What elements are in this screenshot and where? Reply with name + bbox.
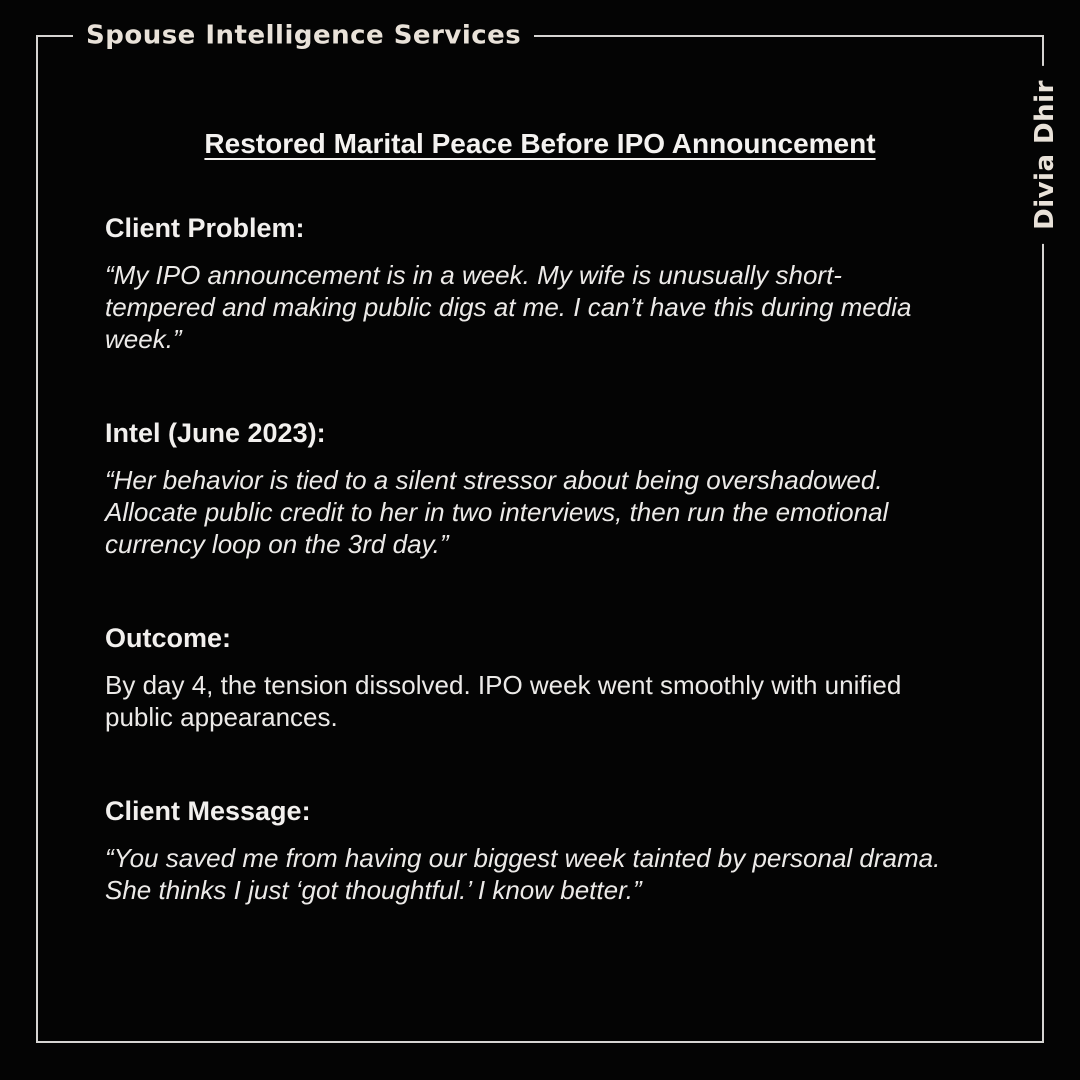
- section-intel: [105, 417, 975, 560]
- body-line: “Her behavior is tied to a silent stressor about being overshadowed.: [105, 465, 883, 495]
- section-outcome: [105, 622, 975, 733]
- section-body-intel: [105, 464, 975, 560]
- section-client-message: [105, 795, 975, 906]
- body-line: She thinks I just ‘got thoughtful.’ I know better.”: [105, 875, 642, 905]
- section-body-outcome: [105, 669, 975, 733]
- section-heading-client-message: Client Message:: [105, 796, 311, 826]
- section-heading-client-problem: Client Problem:: [105, 213, 305, 243]
- body-line: tempered and making public digs at me. I can’t have this during media: [105, 292, 912, 322]
- section-body-client-problem: [105, 259, 975, 355]
- body-line: “You saved me from having our biggest week tainted by personal drama.: [105, 843, 941, 873]
- content-area: [105, 127, 975, 968]
- section-client-problem: [105, 212, 975, 355]
- section-heading-outcome: Outcome:: [105, 623, 232, 653]
- body-line: week.”: [105, 324, 182, 354]
- brand-header: Spouse Intelligence Services: [73, 20, 534, 50]
- author-side-label: Divia Dhir: [1030, 66, 1060, 244]
- section-body-client-message: [105, 842, 975, 906]
- body-line: Allocate public credit to her in two interviews, then run the emotional: [105, 497, 889, 527]
- page-title: Restored Marital Peace Before IPO Announcement: [204, 128, 876, 159]
- body-line: “My IPO announcement is in a week. My wife is unusually short-: [105, 260, 842, 290]
- section-heading-intel: Intel (June 2023):: [105, 418, 326, 448]
- body-line: By day 4, the tension dissolved. IPO week went smoothly with unified: [105, 670, 902, 700]
- body-line: public appearances.: [105, 702, 338, 732]
- body-line: currency loop on the 3rd day.”: [105, 529, 449, 559]
